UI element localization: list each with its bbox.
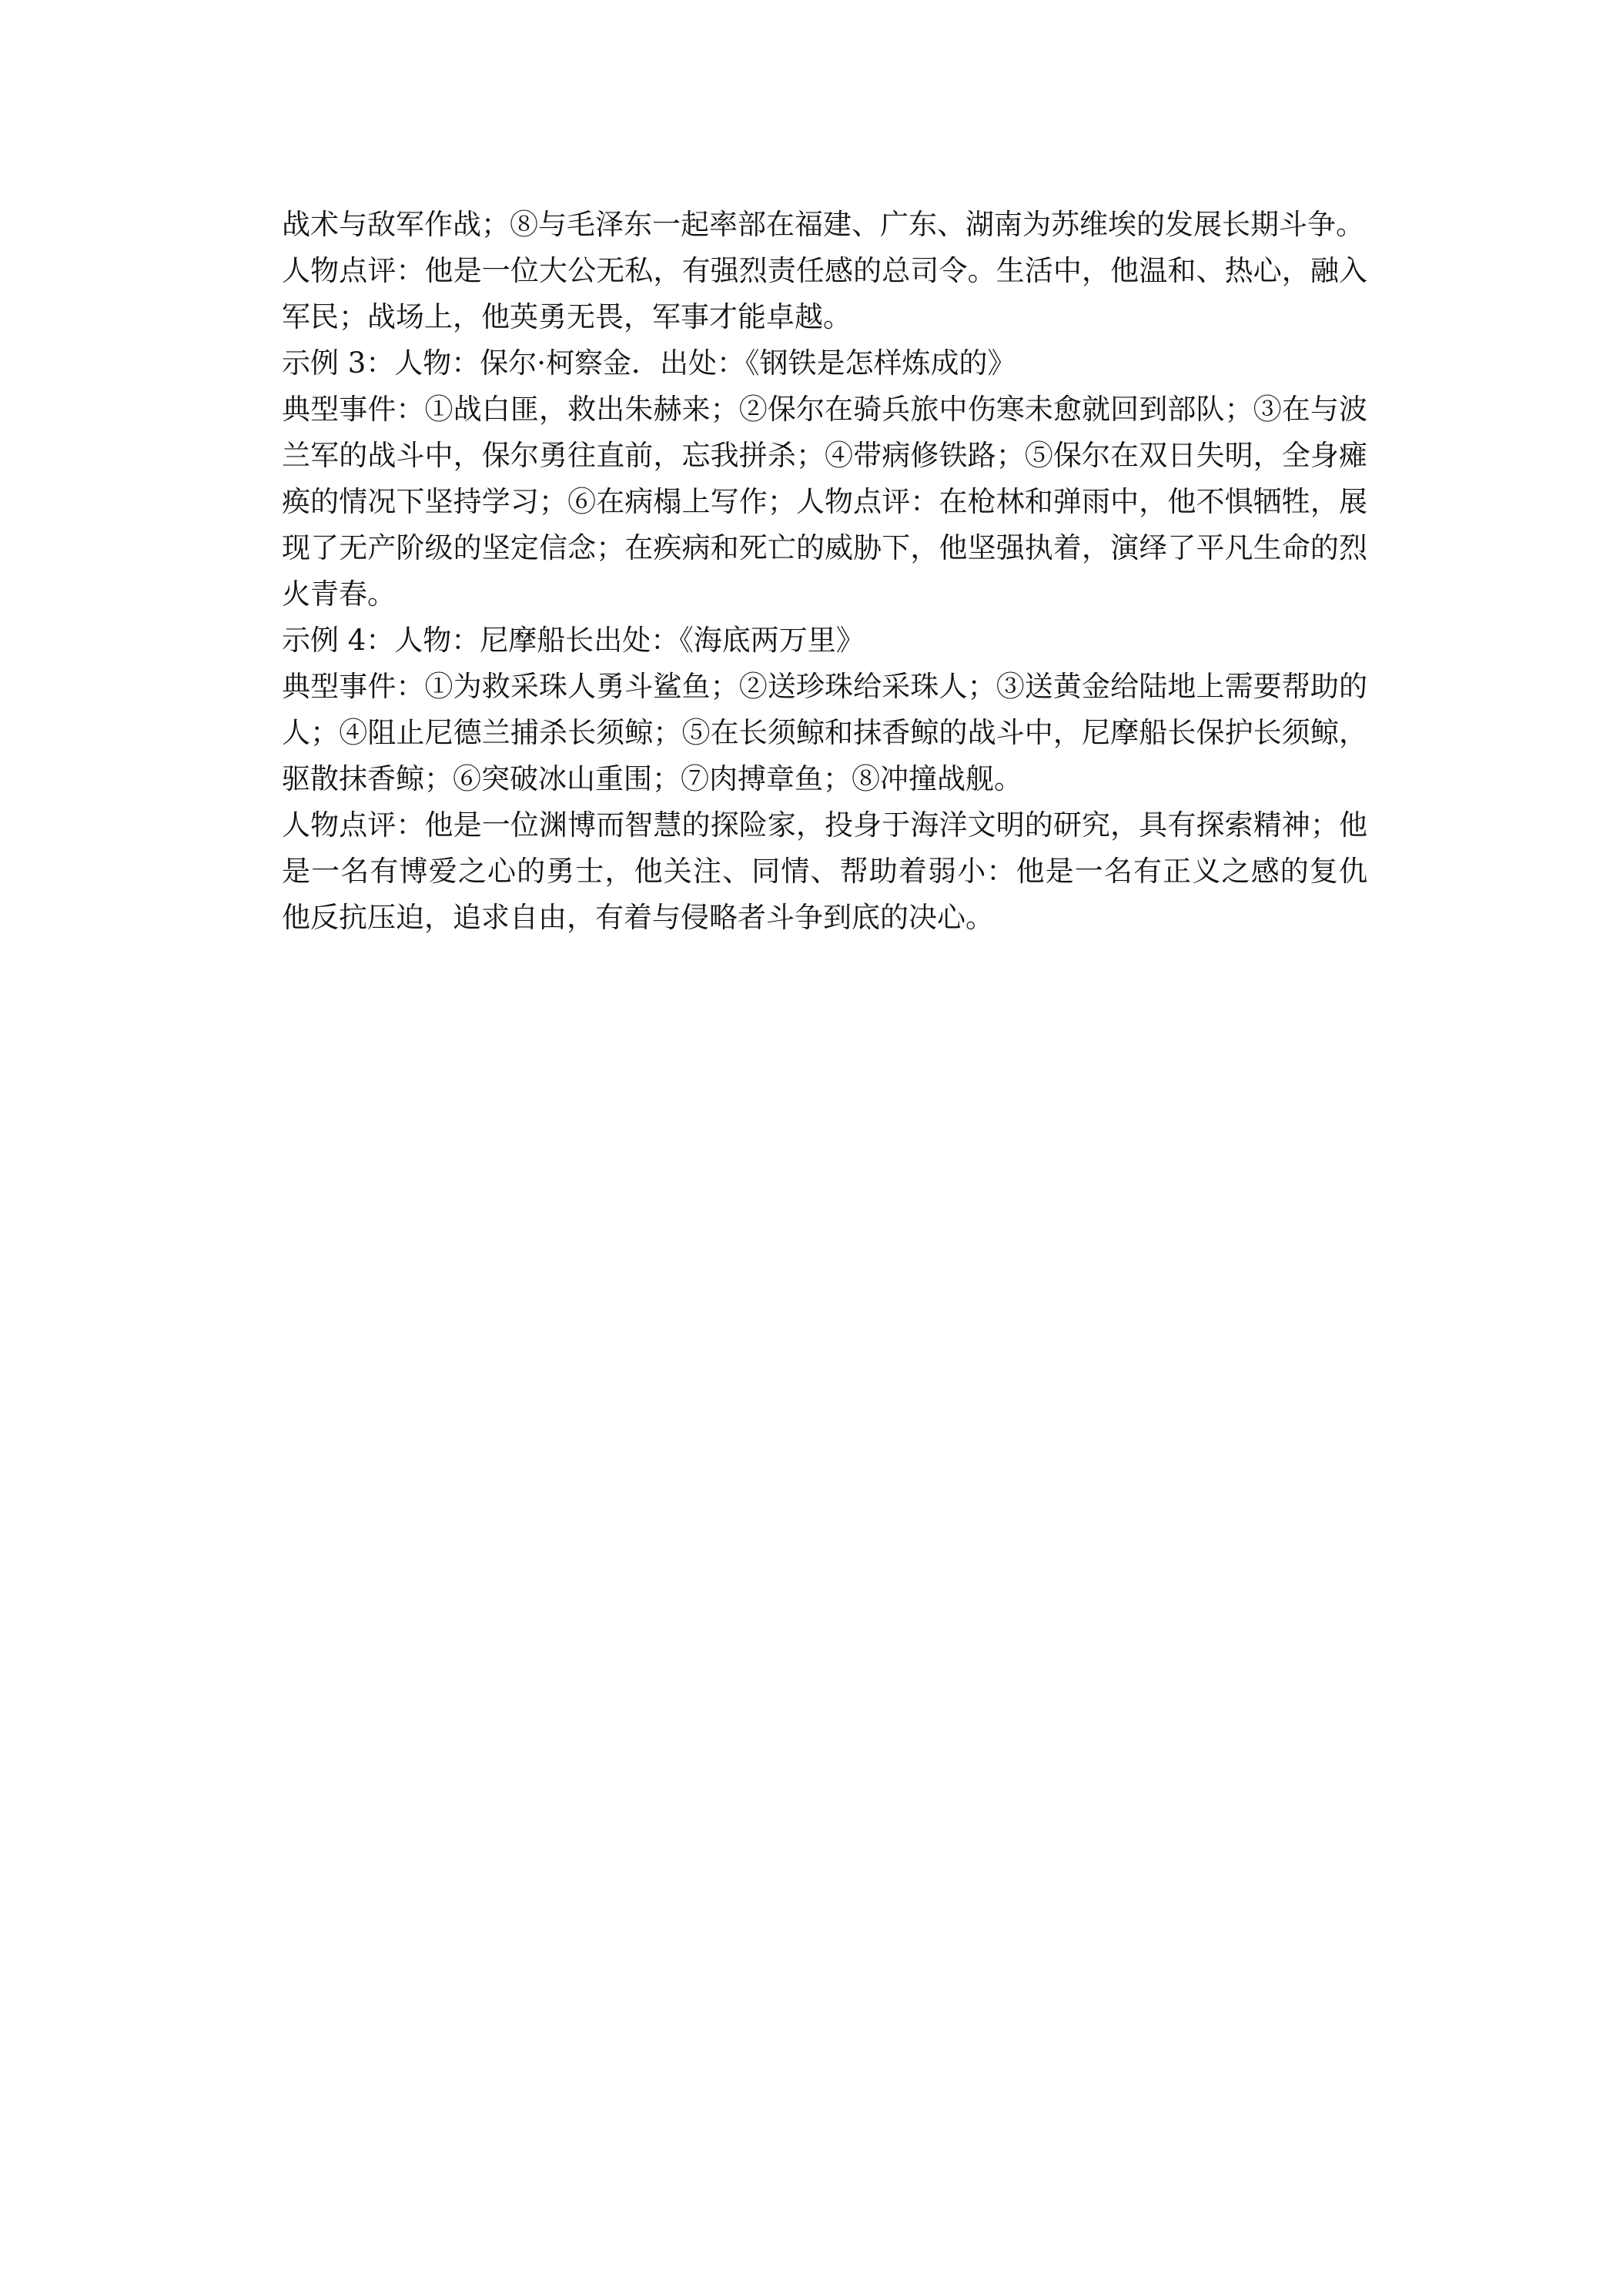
text-line: 现了无产阶级的坚定信念；在疾病和死亡的威胁下，他坚强执着，演绎了平凡生命的烈 (282, 531, 1367, 564)
text-line: 示例 3：人物：保尔·柯察金．出处：《钢铁是怎样炼成的》 (282, 346, 1016, 380)
paragraph-example-4-events (282, 664, 1367, 802)
paragraph-example-4-heading (282, 618, 1367, 664)
text-line: 典型事件：①为救采珠人勇斗鲨鱼；②送珍珠给采珠人；③送黄金给陆地上需要帮助的 (282, 670, 1367, 703)
text-line: 人；④阻止尼德兰捕杀长须鲸；⑤在长须鲸和抹香鲸的战斗中，尼摩船长保护长须鲸， (282, 716, 1367, 749)
text-line: 是一名有博爱之心的勇士，他关注、同情、帮助着弱小：他是一名有正义之感的复仇 (282, 855, 1367, 888)
text-line: 痪的情况下坚持学习；⑥在病榻上写作；人物点评：在枪林和弹雨中，他不惧牺牲，展 (282, 485, 1367, 518)
text-line: 火青春。 (282, 577, 396, 611)
text-line: 典型事件：①战白匪，救出朱赫来；②保尔在骑兵旅中伤寒未愈就回到部队；③在与波 (282, 393, 1367, 426)
paragraph-example-3-events (282, 387, 1367, 618)
text-line: 驱散抹香鲸；⑥突破冰山重围；⑦肉搏章鱼；⑧冲撞战舰。 (282, 762, 1022, 795)
text-line: 兰军的战斗中，保尔勇往直前，忘我拼杀；④带病修铁路；⑤保尔在双日失明，全身瘫 (282, 439, 1367, 472)
text-line: 军民；战场上，他英勇无畏，军事才能卓越。 (282, 300, 852, 333)
text-line: 示例 4：人物：尼摩船长出处：《海底两万里》 (282, 624, 865, 657)
text-line: 人物点评：他是一位大公无私，有强烈责任感的总司令。生活中，他温和、热心，融入 (282, 254, 1367, 287)
text-line: 他反抗压迫，追求自由，有着与侵略者斗争到底的决心。 (282, 901, 994, 934)
paragraph-example-4-comment (282, 802, 1367, 941)
paragraph-zhu-de-events-end (282, 202, 1367, 248)
text-line: 人物点评：他是一位渊博而智慧的探险家，投身于海洋文明的研究，具有探索精神；他 (282, 808, 1367, 842)
text-line: 战术与敌军作战；⑧与毛泽东一起率部在福建、广东、湖南为苏维埃的发展长期斗争。 (282, 208, 1364, 241)
paragraph-example-3-heading (282, 340, 1367, 387)
paragraph-zhu-de-comment (282, 248, 1367, 340)
document-body (282, 202, 1367, 941)
